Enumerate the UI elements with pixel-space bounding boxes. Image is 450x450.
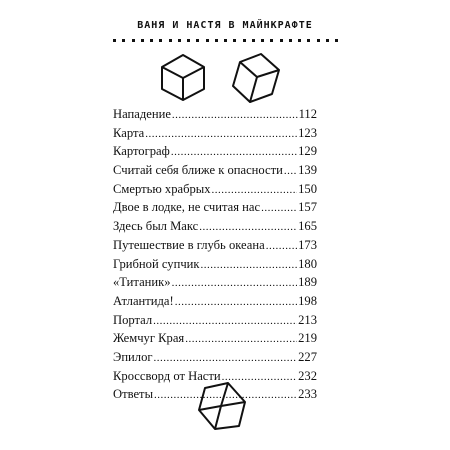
toc-title: Нападение	[113, 107, 171, 121]
toc-page-number: 227	[298, 349, 317, 364]
toc-title: Здесь был Макс	[113, 219, 199, 234]
toc-page-number: 150	[298, 181, 317, 196]
toc-title: Считай себя ближе к опасности	[113, 163, 283, 178]
toc-page-number: 233	[298, 387, 317, 402]
table-of-contents	[113, 105, 317, 404]
toc-page-number: 232	[298, 368, 317, 383]
dot-leader	[175, 293, 297, 312]
toc-entry	[113, 236, 317, 255]
toc-title: Смертью храбрых	[113, 181, 211, 196]
toc-entry	[113, 255, 317, 274]
dot-leader	[185, 330, 297, 349]
toc-page-number: 180	[298, 256, 317, 271]
toc-page-number: 139	[298, 163, 317, 178]
toc-page-number: 173	[298, 237, 317, 252]
toc-entry	[113, 273, 317, 292]
toc-page-number: 189	[298, 275, 317, 290]
toc-title: Грибной супчик	[113, 256, 200, 271]
dot-leader	[172, 106, 298, 125]
toc-entry	[113, 105, 317, 124]
dot-leader	[172, 274, 298, 293]
toc-title: Картограф	[113, 144, 170, 159]
dot-leader	[171, 143, 297, 162]
toc-title: Атлантида!	[113, 293, 174, 308]
dotted-divider	[113, 38, 338, 42]
toc-title: Путешествие в глубь океана	[113, 237, 265, 252]
toc-page-number: 198	[298, 293, 317, 308]
toc-entry	[113, 124, 317, 143]
toc-entry	[113, 329, 317, 348]
toc-title: Карта	[113, 125, 145, 140]
dot-leader	[212, 181, 298, 200]
toc-title: Ответы	[113, 387, 154, 402]
toc-title: Двое в лодке, не считая нас	[113, 200, 261, 215]
toc-entry	[113, 142, 317, 161]
toc-page-number: 112	[298, 107, 317, 121]
dot-leader	[154, 349, 298, 368]
toc-title: «Титаник»	[113, 275, 171, 290]
dot-leader	[261, 199, 297, 218]
toc-title: Кроссворд от Насти	[113, 368, 221, 383]
toc-page-number: 219	[298, 331, 317, 346]
dot-leader	[284, 162, 297, 181]
toc-title: Портал	[113, 312, 153, 327]
dot-leader	[145, 125, 297, 144]
toc-entry	[113, 217, 317, 236]
cube-icon	[228, 50, 284, 106]
toc-title: Эпилог	[113, 349, 153, 364]
dot-leader	[199, 218, 297, 237]
toc-entry	[113, 292, 317, 311]
toc-page-number: 129	[298, 144, 317, 159]
toc-entry	[113, 198, 317, 217]
cube-icon	[195, 380, 249, 432]
cube-icon	[158, 52, 208, 102]
toc-page-number: 165	[298, 219, 317, 234]
toc-title: Жемчуг Края	[113, 331, 185, 346]
toc-entry	[113, 311, 317, 330]
toc-entry	[113, 161, 317, 180]
dot-leader	[153, 312, 297, 331]
toc-page-number: 213	[298, 312, 317, 327]
toc-entry	[113, 348, 317, 367]
dot-leader	[266, 237, 297, 256]
running-head: ВАНЯ И НАСТЯ В МАЙНКРАФТЕ	[137, 20, 313, 31]
dot-leader	[201, 256, 298, 275]
toc-entry	[113, 180, 317, 199]
toc-page-number: 123	[298, 125, 317, 140]
toc-page-number: 157	[298, 200, 317, 215]
